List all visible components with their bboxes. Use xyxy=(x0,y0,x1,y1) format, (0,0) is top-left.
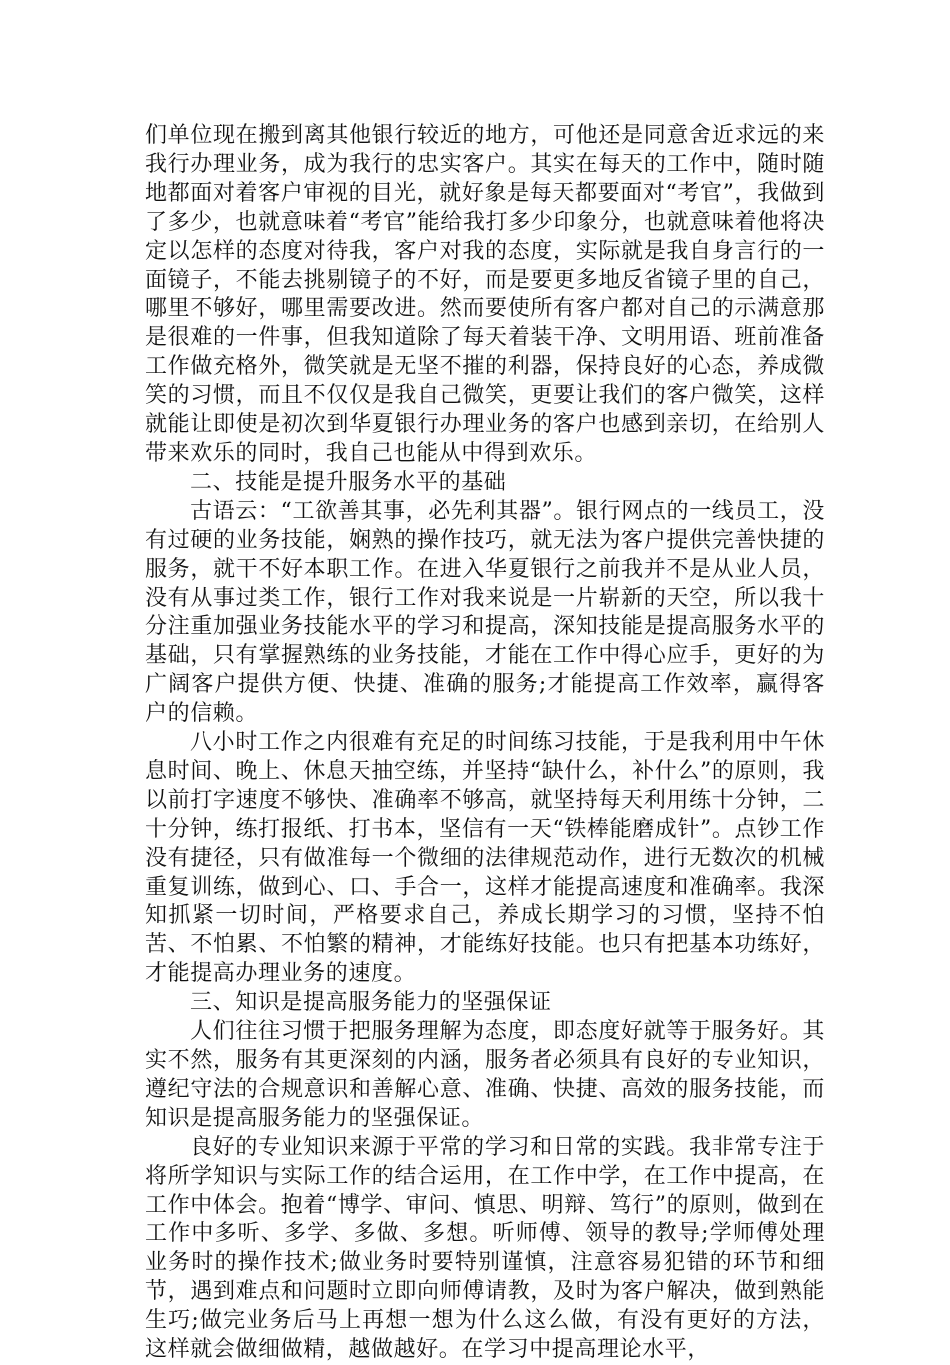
paragraph-skills-practice: 八小时工作之内很难有充足的时间练习技能，于是我利用中午休息时间、晚上、休息天抽空练，并坚持“缺什么，补什么”的原则，我以前打字速度不够快、准确率不够高，就坚持每天利用练十分钟，二十分钟，练打报纸、打书本，坚信有一天“铁棒能磨成针”。点钞工作没有捷径，只有做准每一个微细的法律规范动作，进行无数次的机械重复训练，做到心、口、手合一，这样才能提高速度和准确率。我深知抓紧一切时间，严格要求自己，养成长期学习的习惯，坚持不怕苦、不怕累、不怕繁的精神，才能练好技能。也只有把基本功练好，才能提高办理业务的速度。 xyxy=(145,730,825,987)
section-heading-skills: 二、技能是提升服务水平的基础 xyxy=(190,469,507,495)
paragraph-knowledge-practice: 良好的专业知识来源于平常的学习和日常的实践。我非常专注于将所学知识与实际工作的结合运用，在工作中学，在工作中提高，在工作中体会。抱着“博学、审问、慎思、明辩、笃行”的原则，做到在工作中多听、多学、多做、多想。听师傅、领导的教导;学师傅处理业务时的操作技术;做业务时要特别谨慎，注意容易犯错的环节和细节，遇到难点和问题时立即向师傅请教，及时为客户解决，做到熟能生巧;做完业务后马上再想一想为什么这么做，有没有更好的方法，这样就会做细做精，越做越好。在学习中提高理论水平， xyxy=(145,1134,825,1363)
section-heading-knowledge: 三、知识是提高服务能力的坚强保证 xyxy=(190,990,552,1016)
document-body xyxy=(145,122,825,1365)
paragraph-continuation: 们单位现在搬到离其他银行较近的地方，可他还是同意舍近求远的来我行办理业务，成为我行的忠实客户。其实在每天的工作中，随时随地都面对着客户审视的目光，就好象是每天都要面对“考官”，我做到了多少，也就意味着“考官”能给我打多少印象分，也就意味着他将决定以怎样的态度对待我，客户对我的态度，实际就是我自身言行的一面镜子，不能去挑剔镜子的不好，而是要更多地反省镜子里的自己，哪里不够好，哪里需要改进。然而要使所有客户都对自己的示满意那是很难的一件事，但我知道除了每天着装干净、文明用语、班前准备工作做充格外，微笑就是无坚不摧的利器，保持良好的心态，养成微笑的习惯，而且不仅仅是我自己微笑，更要让我们的客户微笑，这样就能让即使是初次到华夏银行办理业务的客户也感到亲切，在给别人带来欢乐的同时，我自己也能从中得到欢乐。 xyxy=(145,123,825,466)
paragraph-knowledge-intro: 人们往往习惯于把服务理解为态度，即态度好就等于服务好。其实不然，服务有其更深刻的内涵，服务者必须具有良好的专业知识，遵纪守法的合规意识和善解心意、准确、快捷、高效的服务技能，而知识是提高服务能力的坚强保证。 xyxy=(145,1019,825,1131)
paragraph-skills-intro: 古语云：“工欲善其事，必先利其器”。银行网点的一线员工，没有过硬的业务技能，娴熟的操作技巧，就无法为客户提供完善快捷的服务，就干不好本职工作。在进入华夏银行之前我并不是从业人员，没有从事过类工作，银行工作对我来说是一片崭新的天空，所以我十分注重加强业务技能水平的学习和提高，深知技能是提高服务水平的基础，只有掌握熟练的业务技能，才能在工作中得心应手，更好的为广阔客户提供方便、快捷、准确的服务;才能提高工作效率，赢得客户的信赖。 xyxy=(145,498,825,727)
